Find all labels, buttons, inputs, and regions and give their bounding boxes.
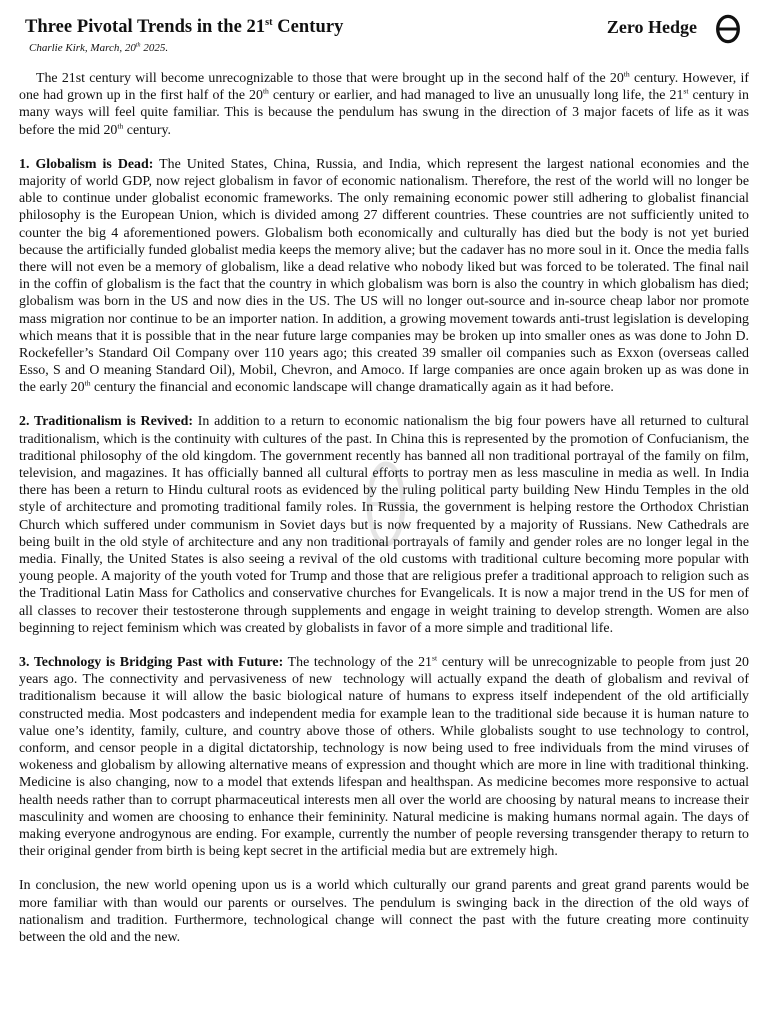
byline-text-end: 2025. xyxy=(140,42,169,54)
section-technology-text-1: The technology of the 21 xyxy=(283,654,433,670)
conclusion-paragraph: In conclusion, the new world opening upon us is a world which culturally our grand parents and great grand parents would be more familiar with than would our parents or ourselves. The pendulum is swinging back in the direction of the old ways of nationalism and tradition. Furthermore, technological change will connect the past with the future creating more continuity between the old and the new. xyxy=(19,878,749,945)
brand-name: Zero Hedge xyxy=(606,17,697,37)
intro-text-1: The 21st century will become unrecognizable to those that were brought up in the second half of the 20 xyxy=(36,71,624,86)
author-date-byline xyxy=(29,42,168,54)
zero-hedge-theta-logo-icon xyxy=(715,14,741,44)
intro-paragraph xyxy=(19,70,749,139)
section-globalism-sup-1: th xyxy=(84,378,91,388)
section-traditionalism-heading: 2. Traditionalism is Revived: xyxy=(19,414,194,430)
title-superscript: st xyxy=(265,16,273,28)
byline-text: Charlie Kirk, March, 20 xyxy=(29,42,136,54)
section-technology-text-2: century will be unrecognizable to people from just 20 years ago. The connectivity and pervasiveness of new technology will actually expand the death of globalism and revival of traditionalism because it will allow the basic biological nature of humans to express itself independent of the old artificially constructed media. Most podcasters and independent media for example lean to the traditional side because it is human nature to value one’s identity, family, culture, and country above those of others. While globalists sought to use technology to control, conform, and censor people in a digital dictatorship, technology is now being used to free individuals from the mind viruses of wokeness and globalism by allowing alternative means of expression and thought which are more in line with traditional thinking. Medicine is also changing, now to a model that extends lifespan and healthspan. As medicine becomes more responsive to actual health needs rather than to corrupt pharmaceutical interests men all over the world are choosing by natural means to increase their masculinity and women are choosing to enhance their femininity. Natural medicine is making humans normal again. The days of making everyone androgynous are ending. For example, currently the number of people reversing transgender therapy to return to their original gender from birth is being kept secret in the artificial media but are extremely high. xyxy=(19,654,750,860)
section-globalism-text-1: The United States, China, Russia, and India, which represent the largest national economies and the majority of world GDP, now reject globalism in favor of economic nationalism. Therefore, the rest of the world will no longer be able to continue under globalist economic frameworks. The only remaining economic power still adhering to globalist financial philosophy is the European Union, which is divided among 27 different countries. These countries are not sufficiently united to counter the big 4 aforementioned powers. Globalism both economically and culturally has died but the body is not yet buried because the artificially funded globalist media keeps the memory alive; but the cadaver has no more soul in it. Once the media falls there will not even be a memory of globalism, like a dead relative who nobody liked but was forced to be tolerated. The final nail in the coffin of globalism is the fact that the country in which globalism was born is also the country in which globalism has died; globalism was born in the US and now dies in the US. The US will no longer out-source and in-source cheap labor nor promote mass migration nor continue to be an importer nation. In addition, a growing movement towards anti-trust legislation is developing which means that it is possible that in the near future large companies may be broken up into smaller ones as was done to John D. Rockefeller’s Standard Oil Company over 110 years ago; this created 39 smaller oil companies such as Exxon (overseas called Esso, S and O meaning Standard Oil), Mobil, Chevron, and Amoco. If large companies are once again broken up as was done in the early 20 xyxy=(19,156,749,396)
section-globalism-heading: 1. Globalism is Dead: xyxy=(19,156,154,172)
section-technology-paragraph xyxy=(19,654,749,860)
byline-superscript: th xyxy=(135,42,141,49)
section-technology-sup-1: st xyxy=(432,653,438,663)
intro-text-4: century in many ways will feel quite familiar. This is because the pendulum has swung in the direction of 3 major facets of life as it was before the mid 20 xyxy=(19,88,749,138)
document-title xyxy=(25,17,343,38)
document-header xyxy=(19,17,749,61)
section-globalism-paragraph xyxy=(19,156,749,397)
title-text: Three Pivotal Trends in the 21 xyxy=(25,17,266,37)
intro-text-3: century or earlier, and had managed to live an unusually long life, the 21 xyxy=(268,88,684,104)
intro-sup-1: th xyxy=(623,69,630,79)
section-technology-heading: 3. Technology is Bridging Past with Future: xyxy=(19,654,284,670)
article-body xyxy=(19,70,749,946)
title-text-end: Century xyxy=(272,17,344,37)
section-traditionalism-text: In addition to a return to economic nationalism the big four powers have all returned to cultural traditionalism, which is the continuity with cultures of the past. In China this is represented by the promotion of Confucianism, the traditional philosophy of the old kingdom. The government recently has banned all non traditional portrayal of the family on film, television, and magazines. It has officially banned all cultural efforts to portray men as less masculine in media as well. In India there has been a return to Hindu cultural roots as evidenced by the ruling political party building New Hindu Temples in the old style of architecture and promoting traditional family roles. In Russia, the government is helping restore the Orthodox Christian Church which suffered under communism in Soviet days but is now frequented by a majority of Russians. New Cathedrals are being built in the old style of architecture and any non traditional portrayals of family and gender roles are no longer legal in the media. Finally, the United States is also seeing a revival of the old customs with traditional culture becoming more popular with young people. A majority of the youth voted for Trump and those that are religious prefer a traditional approach to religion such as the Traditional Latin Mass for Catholics and conservative churches for Evangelicals. It is now a major trend in the US for men of all classes to recover their testosterone through supplements and engage in weight training to develop strength. Women are also beginning to reject feminism which was created by globalists in favor of a more simple and traditional life. xyxy=(19,414,749,636)
intro-sup-3: st xyxy=(683,86,689,96)
intro-text-2: century. However, if one had grown up in the first half of the 20 xyxy=(19,71,749,104)
intro-text-5: century. xyxy=(123,122,172,138)
section-globalism-text-2: century the financial and economic landscape will change dramatically again as it had before. xyxy=(90,380,614,396)
intro-sup-2: th xyxy=(262,86,269,96)
intro-sup-4: th xyxy=(117,120,124,130)
section-traditionalism-paragraph xyxy=(19,413,749,637)
